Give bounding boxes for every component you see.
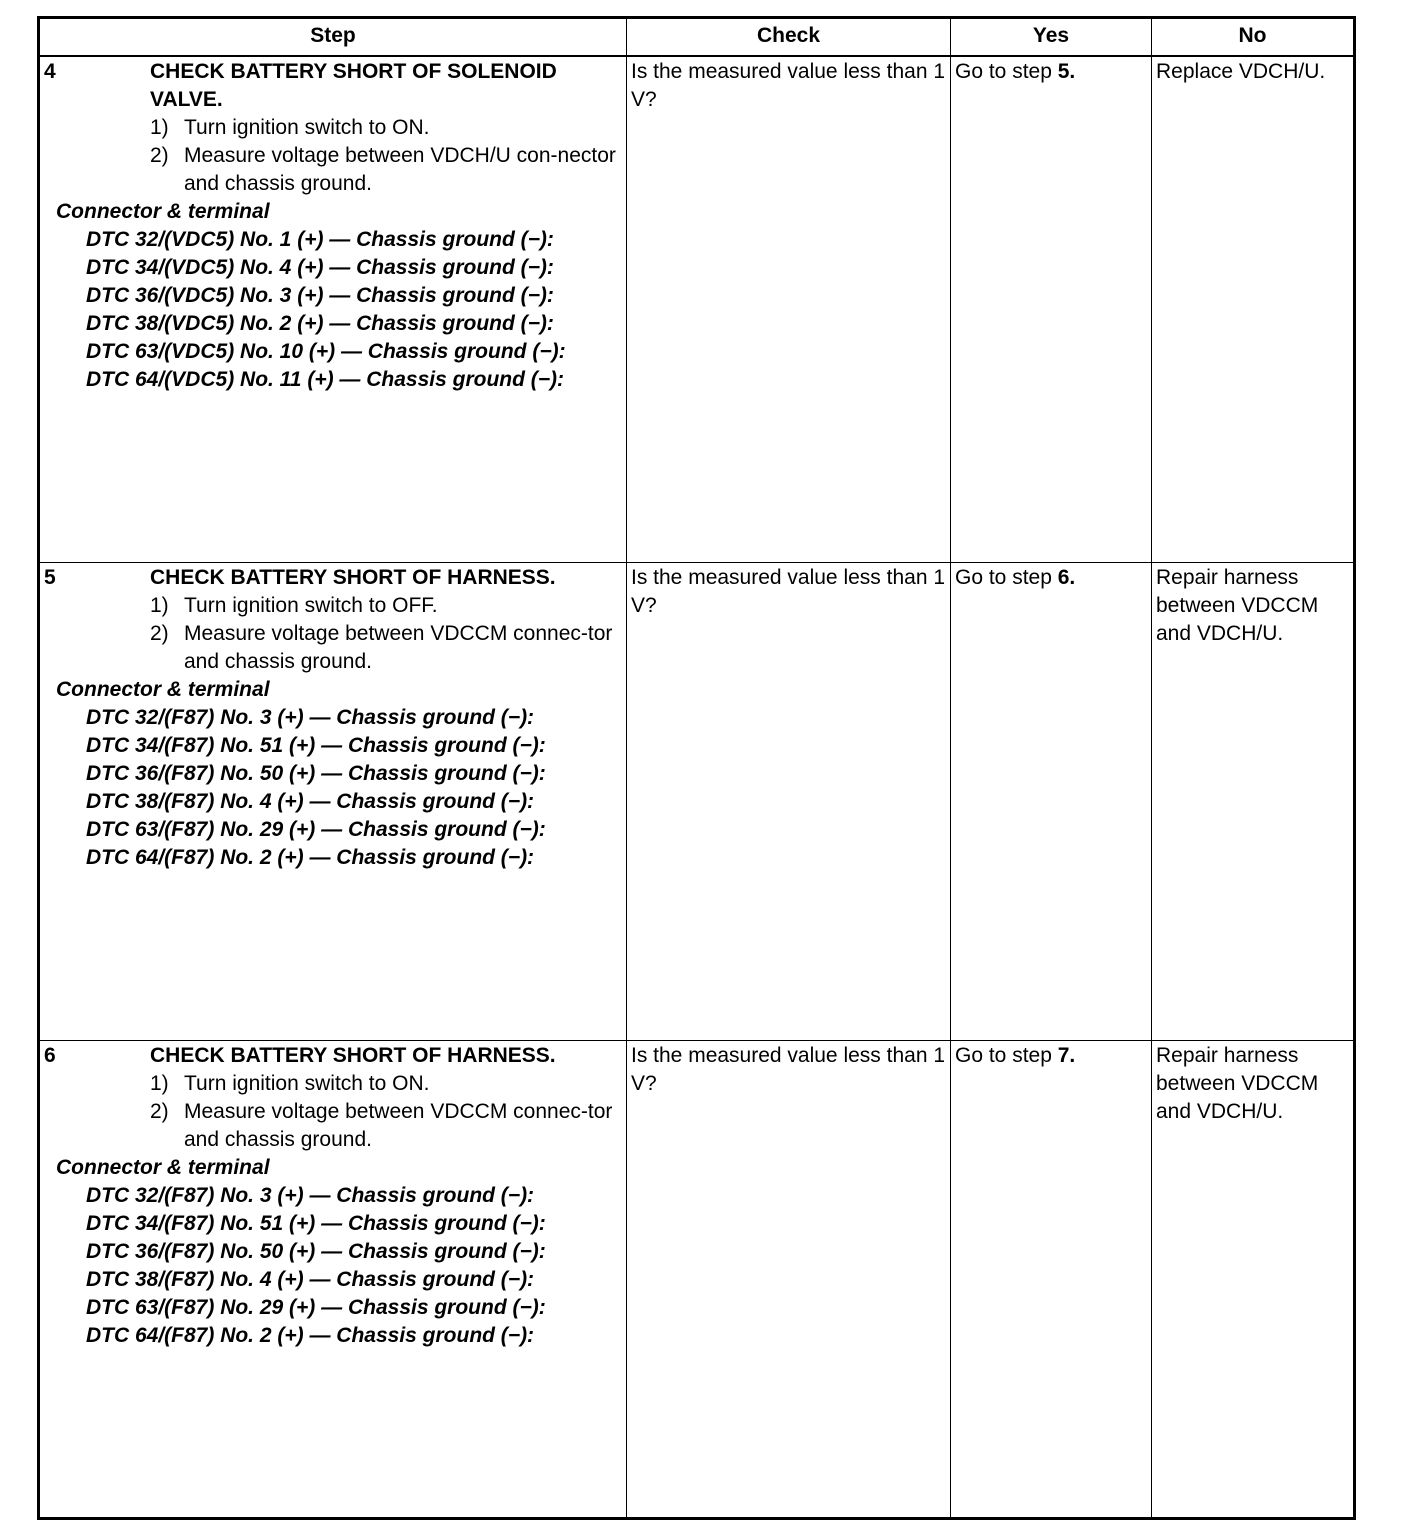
table-row	[39, 56, 1355, 562]
step-title: CHECK BATTERY SHORT OF HARNESS.	[150, 565, 556, 589]
yes-text: Go to step 7.	[955, 1043, 1076, 1067]
diagnostic-steps-table	[37, 16, 1356, 1520]
yes-text: Go to step 5.	[955, 60, 1076, 83]
step-number: 4	[44, 60, 56, 83]
terminal-spec: DTC 36/(F87) No. 50 (+) — Chassis ground (−):	[86, 1239, 546, 1263]
check-text: Is the measured value less than 1 V?	[631, 565, 946, 617]
terminal-spec: DTC 36/(F87) No. 50 (+) — Chassis ground (−):	[86, 761, 546, 785]
step-title: CHECK BATTERY SHORT OF HARNESS.	[150, 1043, 556, 1067]
instruction: 2) Measure voltage between VDCCM connec-tor and chassis ground.	[150, 1099, 613, 1151]
yes-step-ref: 5.	[1057, 60, 1076, 83]
terminal-spec: DTC 34/(F87) No. 51 (+) — Chassis ground (−):	[86, 733, 546, 757]
step-cell	[39, 1040, 627, 1518]
step-title: CHECK BATTERY SHORT OF SOLENOID VALVE.	[150, 60, 557, 111]
terminal-spec: DTC 34/(F87) No. 51 (+) — Chassis ground (−):	[86, 1211, 546, 1235]
terminal-spec: DTC 38/(F87) No. 4 (+) — Chassis ground (−):	[86, 1267, 535, 1291]
check-cell	[627, 1040, 951, 1518]
terminal-spec: DTC 63/(F87) No. 29 (+) — Chassis ground (−):	[86, 817, 546, 841]
step-number: 5	[44, 565, 56, 589]
check-text: Is the measured value less than 1 V?	[631, 1043, 946, 1095]
no-cell	[1152, 1040, 1355, 1518]
yes-cell	[951, 1040, 1152, 1518]
yes-cell	[951, 562, 1152, 1040]
terminal-spec: DTC 64/(F87) No. 2 (+) — Chassis ground (−):	[86, 1323, 535, 1347]
terminal-spec: DTC 32/(F87) No. 3 (+) — Chassis ground (−):	[86, 705, 535, 729]
terminal-spec: DTC 32/(VDC5) No. 1 (+) — Chassis ground (−):	[86, 228, 554, 251]
instruction: 2) Measure voltage between VDCH/U con-nector and chassis ground.	[150, 144, 616, 195]
terminal-spec: DTC 64/(F87) No. 2 (+) — Chassis ground (−):	[86, 845, 535, 869]
no-cell	[1152, 562, 1355, 1040]
yes-text: Go to step 6.	[955, 565, 1076, 589]
no-text: Repair harness between VDCCM and VDCH/U.	[1156, 1043, 1319, 1123]
step-cell	[39, 562, 627, 1040]
check-cell	[627, 56, 951, 562]
terminal-spec: DTC 38/(VDC5) No. 2 (+) — Chassis ground (−):	[86, 312, 554, 335]
yes-step-ref: 7.	[1057, 1043, 1076, 1067]
connector-label: Connector & terminal	[56, 677, 270, 701]
yes-cell	[951, 56, 1152, 562]
no-cell	[1152, 56, 1355, 562]
check-cell	[627, 562, 951, 1040]
terminal-spec: DTC 34/(VDC5) No. 4 (+) — Chassis ground (−):	[86, 256, 554, 279]
table-row	[39, 1040, 1355, 1518]
no-text: Repair harness between VDCCM and VDCH/U.	[1156, 565, 1319, 645]
connector-label: Connector & terminal	[56, 200, 270, 223]
check-text: Is the measured value less than 1 V?	[631, 60, 946, 111]
table-row	[39, 562, 1355, 1040]
step-number: 6	[44, 1043, 56, 1067]
table-header-row	[39, 18, 1355, 57]
connector-label: Connector & terminal	[56, 1155, 270, 1179]
instruction: 1) Turn ignition switch to ON.	[150, 1071, 430, 1095]
instruction: 1) Turn ignition switch to OFF.	[150, 593, 438, 617]
no-text: Replace VDCH/U.	[1156, 60, 1326, 83]
header-yes: Yes	[951, 18, 1152, 57]
terminal-spec: DTC 64/(VDC5) No. 11 (+) — Chassis ground (−):	[86, 368, 565, 391]
instruction: 2) Measure voltage between VDCCM connec-tor and chassis ground.	[150, 621, 613, 673]
terminal-spec: DTC 63/(F87) No. 29 (+) — Chassis ground (−):	[86, 1295, 546, 1319]
header-step: Step	[39, 18, 627, 57]
terminal-spec: DTC 63/(VDC5) No. 10 (+) — Chassis ground (−):	[86, 340, 566, 363]
header-no: No	[1152, 18, 1355, 57]
terminal-spec: DTC 38/(F87) No. 4 (+) — Chassis ground (−):	[86, 789, 535, 813]
header-check: Check	[627, 18, 951, 57]
terminal-spec: DTC 36/(VDC5) No. 3 (+) — Chassis ground (−):	[86, 284, 554, 307]
terminal-spec: DTC 32/(F87) No. 3 (+) — Chassis ground (−):	[86, 1183, 535, 1207]
instruction: 1) Turn ignition switch to ON.	[150, 116, 430, 139]
yes-step-ref: 6.	[1057, 565, 1076, 589]
diagnostic-page	[37, 16, 1353, 1520]
step-cell	[39, 56, 627, 562]
